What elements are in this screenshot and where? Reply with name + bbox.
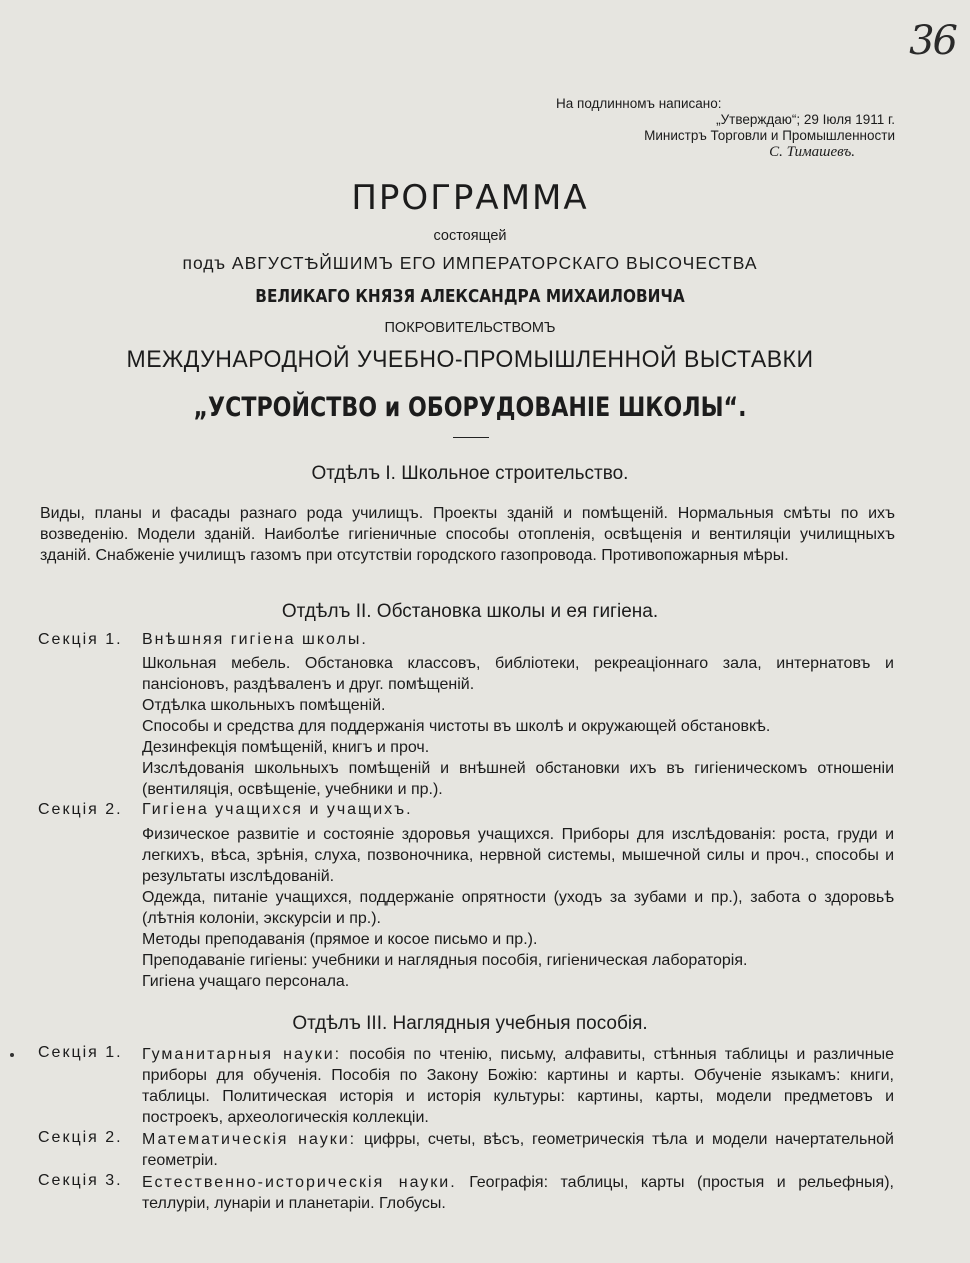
dept-3-section-1-body: пособія по чтенію, письму, алфавиты, стѣнныя таблицы и различные приборы для обученія. Пособія по Закону Божію: картины и карты. Обученіе языкамъ: книги, таблицы. Политическая исторія и исторія культуры: картины, карты, модели предметовъ и построекъ, археологическія коллекціи.: [142, 1046, 895, 1126]
approval-note: [520, 96, 895, 160]
dept-3-title: Отдѣлъ III. Наглядныя учебныя пособія.: [292, 1013, 648, 1034]
dept-2-section-2-item: Физическое развитіе и состояніе здоровья учащихся. Приборы для изслѣдованія: роста, груди и легкихъ, вѣса, зрѣнія, слуха, позвоночника, нервной системы, мышечной силы и проч., способы и результаты изслѣдованій.: [142, 826, 894, 885]
dept-3-section-3-text: [142, 1172, 894, 1214]
dept-3-section-2-text: [142, 1129, 894, 1171]
dept-2-section-1-item: Изслѣдованія школьныхъ помѣщеній и внѣшней обстановки ихъ въ гигіеническомъ отношеніи (вентиляція, освѣщеніе, учебники и пр.).: [142, 760, 894, 798]
dept-3-section-3-title: Естественно-историческія науки.: [142, 1174, 457, 1191]
dept-3-section-1-label: Секція 1.: [38, 1044, 123, 1061]
dept-3-section-2-title: Математическія науки:: [142, 1131, 357, 1148]
heading-line-1: состоящей: [433, 228, 507, 244]
dept-3-section-3-body: Географія: таблицы, карты (простыя и рельефныя), теллуріи, лунаріи и планетаріи. Глобусы.: [142, 1174, 894, 1212]
dept-2-section-2-title: Гигіена учащихся и учащихъ.: [142, 801, 413, 818]
dept-2-title: Отдѣлъ II. Обстановка школы и ея гигіена.: [281, 601, 659, 622]
approval-line-1: На подлинномъ написано:: [556, 96, 722, 111]
dept-1-text: Виды, планы и фасады разнаго рода училищъ. Проекты зданій и помѣщеній. Нормальныя смѣты по ихъ возведенію. Модели зданій. Наиболѣе гигіеничные способы отопленія, освѣщенія и вентиляціи училищныхъ зданій. Снабженіе училищъ газомъ при отсутствіи городского газопровода. Противопожарныя мѣры.: [40, 505, 895, 564]
heading-line-3: ВЕЛИКАГО КНЯЗЯ АЛЕКСАНДРА МИХАИЛОВИЧА: [255, 286, 685, 307]
dept-2-section-2-item: Одежда, питаніе учащихся, поддержаніе опрятности (уходъ за зубами и пр.), забота о здоровьѣ (лѣтнія колоніи, экскурсіи и пр.).: [142, 889, 894, 927]
dept-2-section-1-item: Способы и средства для поддержанія чистоты въ школѣ и окружающей обстановкѣ.: [142, 718, 771, 735]
exhibition-name: „УСТРОЙСТВО и ОБОРУДОВАНІЕ ШКОЛЫ“.: [193, 392, 747, 423]
dept-2-section-1-item: Отдѣлка школьныхъ помѣщеній.: [142, 697, 386, 714]
dept-1-title: Отдѣлъ I. Школьное строительство.: [311, 463, 629, 484]
dept-2-section-1-item: Школьная мебель. Обстановка классовъ, библіотеки, рекреаціоннаго зала, интернатовъ и пансіоновъ, раздѣваленъ и друг. помѣщеній.: [142, 655, 894, 693]
dept-3-section-3-label: Секція 3.: [38, 1172, 123, 1189]
dept-2-section-2-item: Гигіена учащаго персонала.: [142, 973, 350, 990]
heading-line-4: ПОКРОВИТЕЛЬСТВОМЪ: [384, 320, 556, 336]
dept-3-section-1-text: [142, 1044, 894, 1128]
divider-rule: [453, 437, 489, 438]
dept-3-section-2-body: цифры, счеты, вѣсъ, геометрическія тѣла и модели начертательной геометріи.: [142, 1131, 894, 1169]
approval-line-2: „Утверждаю“; 29 Іюля 1911 г.: [716, 112, 895, 127]
document-title: ПРОГРАММА: [351, 178, 589, 218]
dept-2-section-2-label: Секція 2.: [38, 801, 123, 818]
heading-line-2: подъ АВГУСТѢЙШИМЪ ЕГО ИМПЕРАТОРСКАГО ВЫСОЧЕСТВА: [182, 253, 758, 273]
margin-dot: [10, 1053, 14, 1057]
dept-2-section-2-item: Преподаваніе гигіены: учебники и наглядныя пособія, гигіеническая лабораторія.: [142, 952, 748, 969]
dept-2-section-1-label: Секція 1.: [38, 631, 123, 648]
approval-line-3: Министръ Торговли и Промышленности: [644, 128, 895, 143]
handwritten-sheet-number: 36: [909, 18, 956, 64]
dept-2-section-2-item: Методы преподаванія (прямое и косое письмо и пр.).: [142, 931, 538, 948]
approval-signature: С. Тимашевъ.: [769, 144, 855, 160]
dept-3-section-1-title: Гуманитарныя науки:: [142, 1046, 342, 1063]
heading-line-5: МЕЖДУНАРОДНОЙ УЧЕБНО-ПРОМЫШЛЕННОЙ ВЫСТАВКИ: [126, 346, 814, 373]
dept-2-section-1-item: Дезинфекція помѣщеній, книгъ и проч.: [142, 739, 430, 756]
dept-2-section-1-title: Внѣшняя гигіена школы.: [142, 631, 368, 648]
dept-3-section-2-label: Секція 2.: [38, 1129, 123, 1146]
